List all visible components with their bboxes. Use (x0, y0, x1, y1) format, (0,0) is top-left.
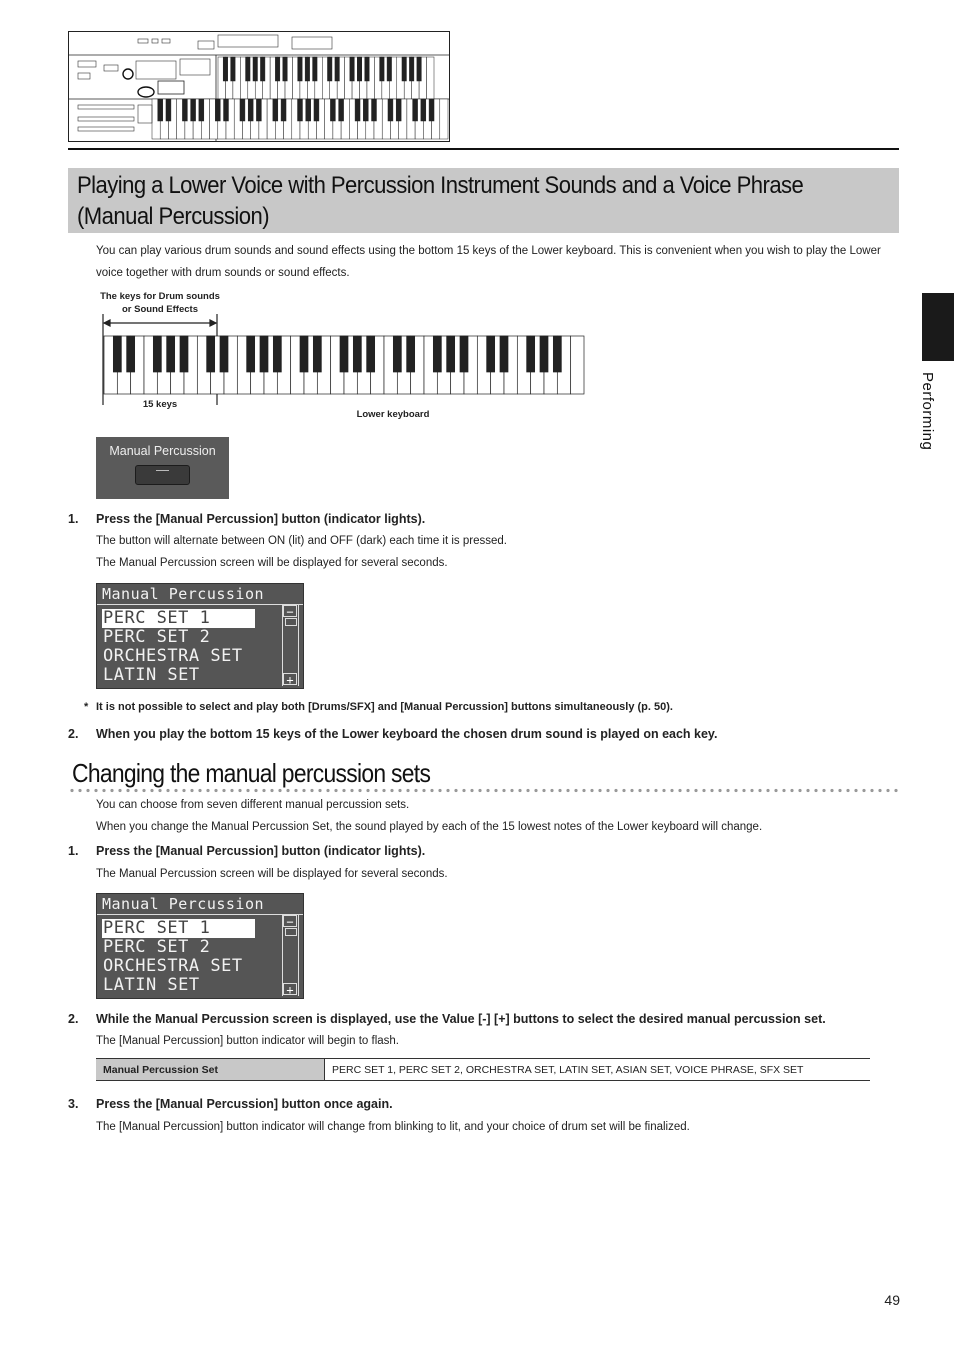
black-key (246, 57, 250, 81)
black-key (182, 99, 187, 121)
black-key (240, 99, 245, 121)
black-key (313, 57, 317, 81)
black-key (363, 99, 368, 121)
black-key (275, 57, 279, 81)
black-key (127, 336, 135, 372)
screen-item: PERC SET 2 (103, 627, 211, 647)
black-key (487, 336, 495, 372)
black-key (260, 336, 268, 372)
note-mark: * (84, 701, 89, 713)
black-key (153, 336, 161, 372)
black-key (113, 336, 121, 372)
black-key (305, 57, 309, 81)
black-key (340, 336, 348, 372)
black-key (167, 336, 175, 372)
black-key (357, 57, 361, 81)
black-key (248, 99, 253, 121)
step-1-text: Press the [Manual Percussion] button (indicator lights). (96, 512, 426, 526)
scroll-plus-icon: + (283, 673, 297, 685)
keys-count-label: 15 keys (142, 399, 178, 410)
section-heading: Changing the manual percussion sets (72, 758, 431, 788)
keys-label-line2: or Sound Effects (121, 304, 198, 315)
white-key (440, 99, 448, 139)
black-key (247, 336, 255, 372)
black-key (314, 99, 319, 121)
s2-step-3-number: 3. (68, 1097, 79, 1111)
black-key (540, 336, 548, 372)
black-key (387, 57, 391, 81)
black-key (402, 57, 406, 81)
s2-step-1-text: Press the [Manual Percussion] button (indicator lights). (96, 844, 426, 858)
section2-intro-2: When you change the Manual Percussion Set, the sound played by each of the 15 lowest notes of the Lower keyboard will change. (96, 821, 763, 833)
black-key (166, 99, 171, 121)
black-key (283, 57, 287, 81)
screen-item: PERC SET 2 (103, 937, 211, 957)
black-key (330, 99, 335, 121)
step-1-number: 1. (68, 512, 79, 526)
black-key (180, 336, 188, 372)
scroll-thumb (285, 928, 297, 936)
black-key (396, 99, 401, 121)
black-key (273, 336, 281, 372)
table-key: Manual Percussion Set (96, 1059, 325, 1081)
black-key (460, 336, 468, 372)
black-key (220, 336, 228, 372)
black-key (500, 336, 508, 372)
scroll-minus-icon: − (283, 915, 297, 927)
instrument-overview-illustration (68, 31, 451, 143)
black-key (298, 99, 303, 121)
black-key (298, 57, 302, 81)
section-tab-label: Performing (919, 372, 936, 451)
black-key (413, 99, 418, 121)
top-rule (68, 148, 899, 150)
s2-step-3-text: Press the [Manual Percussion] button once again. (96, 1097, 393, 1111)
lower-keyboard-diagram (98, 310, 588, 410)
black-key (409, 57, 413, 81)
page-title: Playing a Lower Voice with Percussion Instrument Sounds and a Voice Phrase (Manual Percussion) (77, 172, 804, 230)
black-key (365, 57, 369, 81)
keys-label-line1: The keys for Drum sounds (100, 291, 220, 302)
step-1-sub-1: The button will alternate between ON (lit) and OFF (dark) each time it is pressed. (96, 535, 507, 547)
step-2-text: When you play the bottom 15 keys of the Lower keyboard the chosen drum sound is played on each key. (96, 727, 718, 741)
screen-item: LATIN SET (103, 665, 200, 685)
s2-step-3-sub: The [Manual Percussion] button indicator will change from blinking to lit, and your choice of drum set will be finalized. (96, 1121, 690, 1133)
black-key (421, 99, 426, 121)
screen-item: ORCHESTRA SET (103, 956, 243, 976)
black-key (553, 336, 561, 372)
step-1-sub-2: The Manual Percussion screen will be displayed for several seconds. (96, 557, 448, 569)
s2-step-1-sub: The Manual Percussion screen will be displayed for several seconds. (96, 868, 448, 880)
white-key (571, 336, 584, 394)
scroll-minus-icon: − (283, 605, 297, 617)
s2-step-1-number: 1. (68, 844, 79, 858)
black-key (355, 99, 360, 121)
s2-step-2-sub: The [Manual Percussion] button indicator will begin to flash. (96, 1035, 399, 1047)
screen-item: LATIN SET (103, 975, 200, 995)
section-dotted-rule (68, 788, 899, 793)
black-key (215, 99, 220, 121)
panel-button-label: Manual Percussion (109, 444, 216, 458)
black-key (367, 336, 375, 372)
section-tab-marker (922, 293, 954, 361)
black-key (300, 336, 308, 372)
table-value: PERC SET 1, PERC SET 2, ORCHESTRA SET, LATIN SET, ASIAN SET, VOICE PHRASE, SFX SET (325, 1059, 871, 1081)
black-key (260, 57, 264, 81)
black-key (191, 99, 196, 121)
black-key (306, 99, 311, 121)
black-key (433, 336, 441, 372)
black-key (158, 99, 163, 121)
black-key (199, 99, 204, 121)
black-key (327, 57, 331, 81)
screen-header: Manual Percussion (102, 585, 265, 603)
black-key (407, 336, 415, 372)
black-key (273, 99, 278, 121)
section2-intro-1: You can choose from seven different manual percussion sets. (96, 799, 410, 811)
manual-percussion-screen-1 (96, 583, 304, 689)
black-key (207, 336, 215, 372)
black-key (393, 336, 401, 372)
manual-percussion-panel-button (96, 437, 229, 499)
black-key (350, 57, 354, 81)
black-key (353, 336, 361, 372)
manual-percussion-button-illustration (135, 465, 190, 485)
black-key (447, 336, 455, 372)
intro-text: You can play various drum sounds and sound effects using the bottom 15 keys of the Lower keyboard. This is convenient when you wish to play the Lower voice together with drum sounds or sound effects. (96, 245, 881, 279)
black-key (231, 57, 235, 81)
screen-item-selected: PERC SET 1 (102, 609, 255, 628)
black-key (224, 99, 229, 121)
keyboard-label: Lower keyboard (356, 409, 430, 420)
screen-header-divider (97, 604, 303, 605)
black-key (281, 99, 286, 121)
black-key (429, 99, 434, 121)
screen-item: ORCHESTRA SET (103, 646, 243, 666)
black-key (256, 99, 261, 121)
screen-header: Manual Percussion (102, 895, 265, 913)
manual-percussion-screen-2 (96, 893, 304, 999)
black-key (223, 57, 227, 81)
white-key (427, 57, 434, 99)
black-key (527, 336, 535, 372)
table-row (96, 1059, 870, 1081)
s2-step-2-number: 2. (68, 1012, 79, 1026)
black-key (335, 57, 339, 81)
black-key (417, 57, 421, 81)
scroll-plus-icon: + (283, 983, 297, 995)
black-key (388, 99, 393, 121)
screen-item-selected: PERC SET 1 (102, 919, 255, 938)
note-text: It is not possible to select and play both [Drums/SFX] and [Manual Percussion] buttons simultaneously (p. 50). (96, 701, 673, 713)
screen-header-divider (97, 914, 303, 915)
black-key (380, 57, 384, 81)
black-key (372, 99, 377, 121)
scroll-thumb (285, 618, 297, 626)
page-number: 49 (884, 1292, 900, 1308)
black-key (339, 99, 344, 121)
s2-step-2-text: While the Manual Percussion screen is displayed, use the Value [-] [+] buttons to select the desired manual percussion set. (96, 1012, 826, 1026)
black-key (313, 336, 321, 372)
black-key (253, 57, 257, 81)
step-2-number: 2. (68, 727, 79, 741)
manual-percussion-set-table (96, 1058, 870, 1081)
